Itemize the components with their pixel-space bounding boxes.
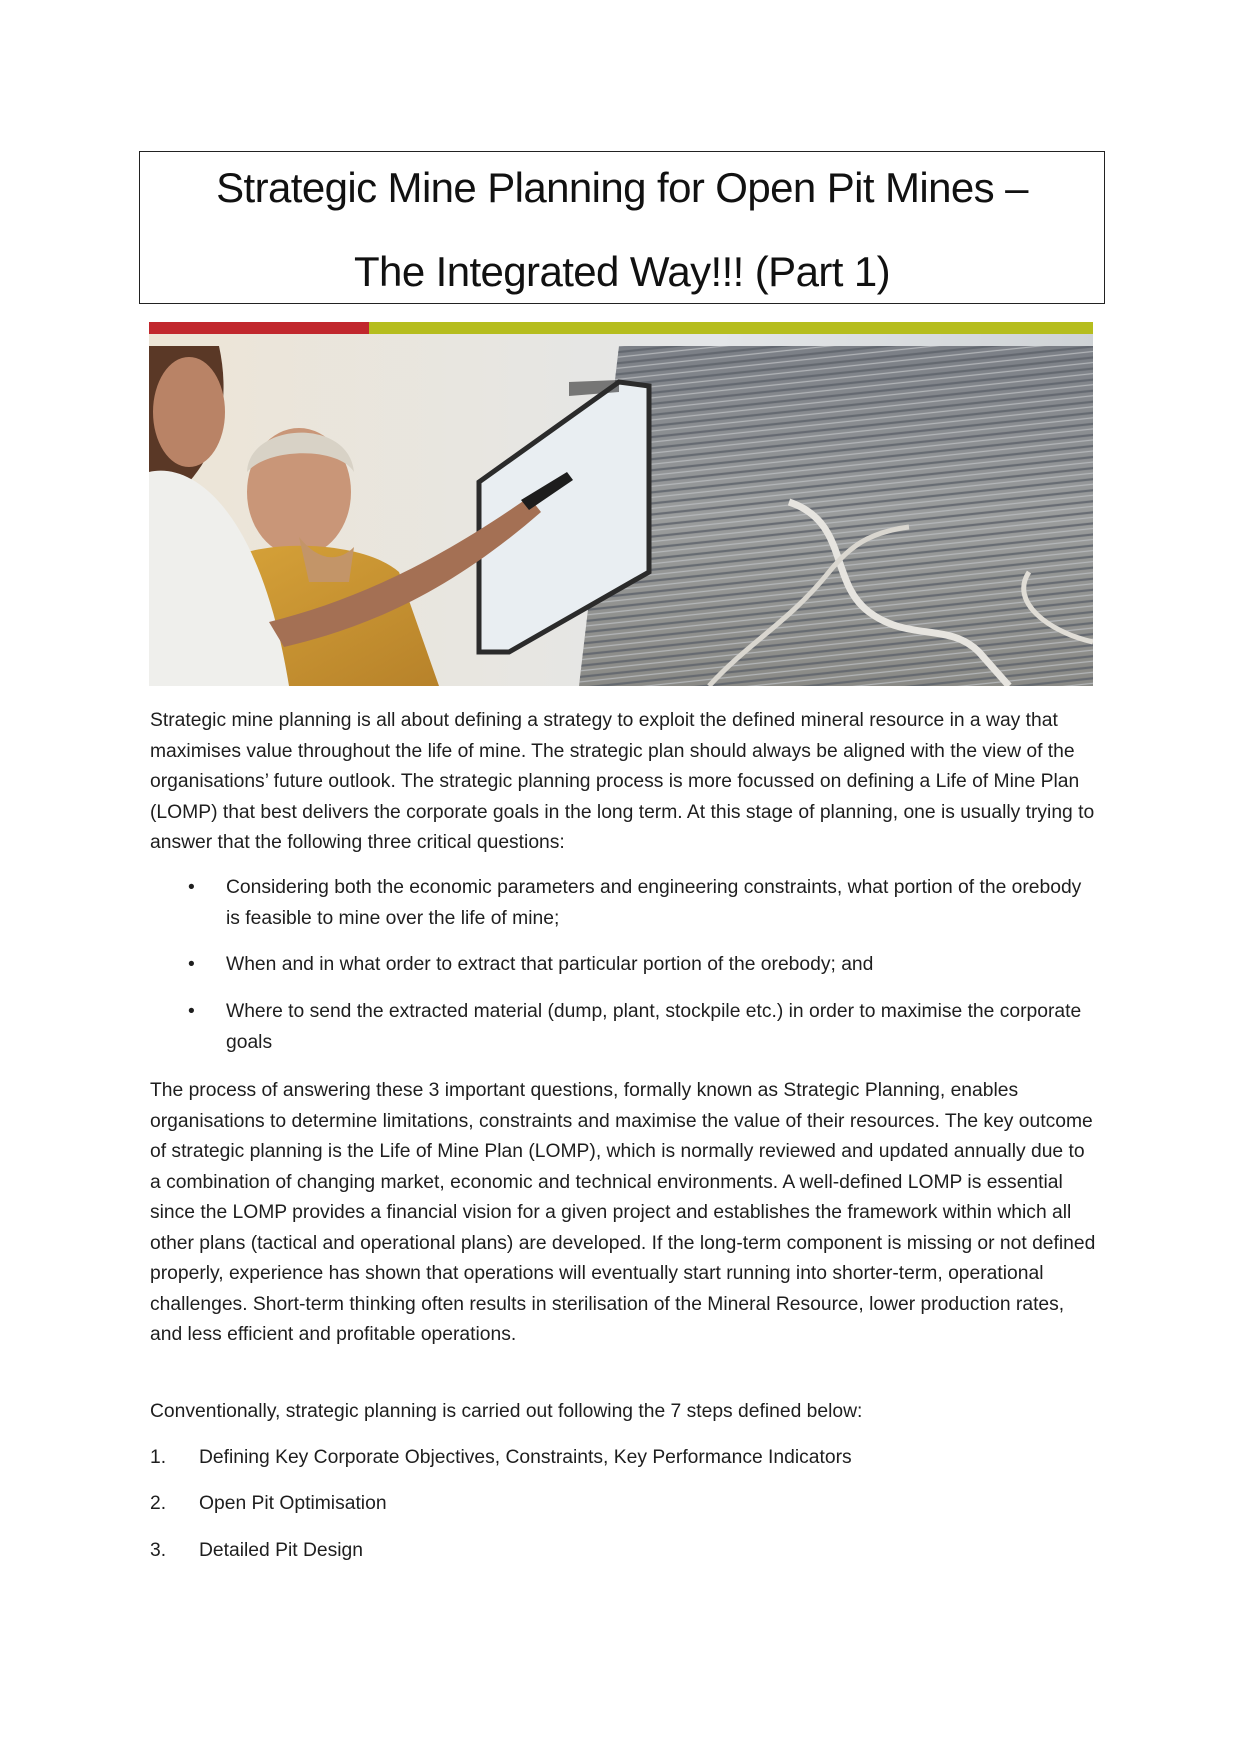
page-title-line-2: The Integrated Way!!! (Part 1) (354, 248, 890, 295)
intro-paragraph (150, 706, 1100, 859)
hero-image (149, 322, 1093, 686)
bullet-icon: • (188, 1001, 195, 1022)
step-number: 1. (150, 1447, 167, 1468)
step-number: 3. (150, 1540, 167, 1561)
step-text: Detailed Pit Design (199, 1540, 363, 1561)
steps-intro-text: Conventionally, strategic planning is carried out following the 7 steps defined below: (150, 1401, 863, 1422)
hero-photo-icon (149, 322, 1093, 686)
process-paragraph (150, 1076, 1100, 1351)
process-paragraph-text: The process of answering these 3 important questions, formally known as Strategic Planning, enables organisations to determine limitations, constraints and maximise the value of their resources. The key outcome of strategic planning is the Life of Mine Plan (LOMP), which is normally reviewed and updated annually due to a combination of changing market, economic and technical environments. A well-defined LOMP is essential since the LOMP provides a financial vision for a given project and establishes the framework within which all other plans (tactical and operational plans) are developed. If the long-term component is missing or not defined properly, experience has shown that operations will eventually start running into shorter-term, operational challenges. Short-term thinking often results in sterilisation of the Mineral Resource, lower production rates, and less efficient and profitable operations. (150, 1080, 1096, 1345)
intro-paragraph-text: Strategic mine planning is all about defining a strategy to exploit the defined mineral resource in a way that maximises value throughout the life of mine. The strategic plan should always be aligned with the view of the organisations’ future outlook. The strategic planning process is more focussed on defining a Life of Mine Plan (LOMP) that best delivers the corporate goals in the long term. At this stage of planning, one is usually trying to answer that the following three critical questions: (150, 710, 1095, 853)
title-box (139, 151, 1105, 304)
question-text: Where to send the extracted material (dump, plant, stockpile etc.) in order to maximise the corporate goals (226, 1001, 1082, 1053)
step-text: Defining Key Corporate Objectives, Constraints, Key Performance Indicators (199, 1447, 852, 1468)
steps-intro (150, 1397, 1100, 1428)
bullet-icon: • (188, 877, 195, 898)
bullet-icon: • (188, 954, 195, 975)
step-text: Open Pit Optimisation (199, 1493, 387, 1514)
question-text: Considering both the economic parameters and engineering constraints, what portion of the orebody is feasible to mine over the life of mine; (226, 877, 1082, 929)
step-number: 2. (150, 1493, 167, 1514)
page-title-line-1: Strategic Mine Planning for Open Pit Mines – (216, 164, 1028, 211)
question-text: When and in what order to extract that particular portion of the orebody; and (226, 954, 874, 975)
